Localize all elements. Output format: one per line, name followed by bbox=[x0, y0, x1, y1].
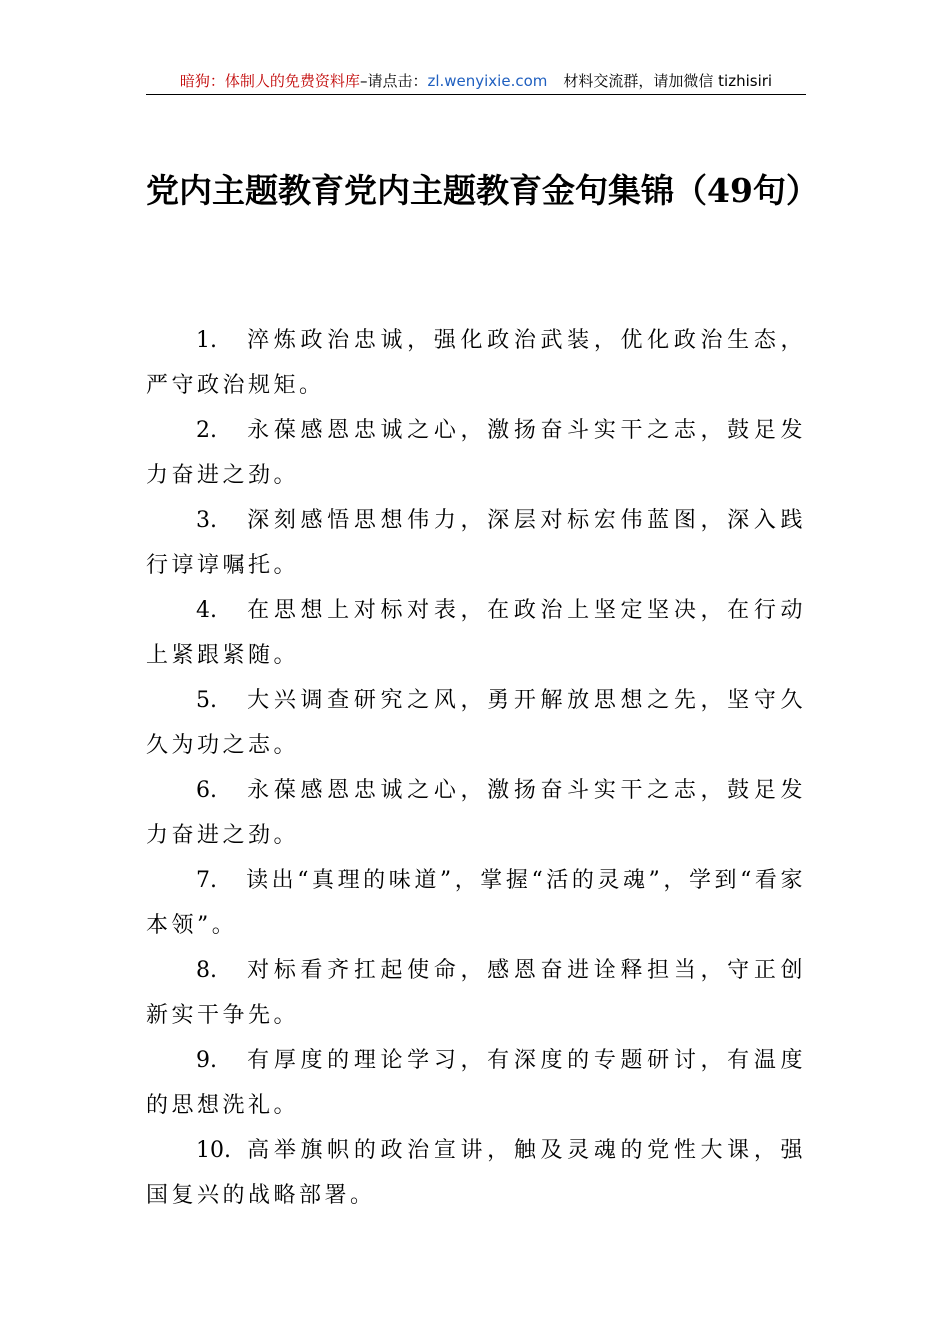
item-text: 深刻感悟思想伟力，深层对标宏伟蓝图，深入践行谆谆嘱托。 bbox=[146, 508, 806, 578]
list-item bbox=[146, 498, 806, 588]
list-item bbox=[146, 1038, 806, 1128]
list-item bbox=[146, 588, 806, 678]
item-number: 3. bbox=[196, 508, 217, 533]
list-item bbox=[146, 768, 806, 858]
header-note: 材料交流群，请加微信 tizhisiri bbox=[563, 72, 773, 90]
item-text: 有厚度的理论学习，有深度的专题研讨，有温度的思想洗礼。 bbox=[146, 1048, 806, 1118]
item-number: 10. bbox=[196, 1138, 231, 1163]
list-item bbox=[146, 1128, 806, 1218]
item-number: 4. bbox=[196, 598, 217, 623]
item-number: 7. bbox=[196, 868, 217, 893]
list-item bbox=[146, 678, 806, 768]
item-number: 8. bbox=[196, 958, 217, 983]
item-text: 淬炼政治忠诚，强化政治武装，优化政治生态，严守政治规矩。 bbox=[146, 328, 806, 398]
list-item bbox=[146, 318, 806, 408]
header-prompt: –请点击： bbox=[359, 72, 428, 90]
list-item bbox=[146, 948, 806, 1038]
item-number: 5. bbox=[196, 688, 217, 713]
item-number: 1. bbox=[196, 328, 217, 353]
item-number: 2. bbox=[196, 418, 217, 443]
item-number: 9. bbox=[196, 1048, 217, 1073]
list-item bbox=[146, 408, 806, 498]
item-text: 大兴调查研究之风，勇开解放思想之先，坚守久久为功之志。 bbox=[146, 688, 806, 758]
item-text: 在思想上对标对表，在政治上坚定坚决，在行动上紧跟紧随。 bbox=[146, 598, 806, 668]
header-link[interactable]: zl.wenyixie.com bbox=[427, 72, 548, 90]
item-text: 永葆感恩忠诚之心，激扬奋斗实干之志，鼓足发力奋进之劲。 bbox=[146, 418, 806, 488]
document-title: 党内主题教育党内主题教育金句集锦（49句） bbox=[146, 171, 819, 210]
item-text: 对标看齐扛起使命，感恩奋进诠释担当，守正创新实干争先。 bbox=[146, 958, 806, 1028]
page-header bbox=[146, 68, 806, 95]
item-text: 高举旗帜的政治宣讲，触及灵魂的党性大课，强国复兴的战略部署。 bbox=[146, 1138, 806, 1208]
list-item bbox=[146, 858, 806, 948]
quote-list bbox=[146, 318, 806, 1218]
item-text: 永葆感恩忠诚之心，激扬奋斗实干之志，鼓足发力奋进之劲。 bbox=[146, 778, 806, 848]
header-brand: 暗狗：体制人的免费资料库 bbox=[179, 72, 360, 90]
item-text: 读出“真理的味道”，掌握“活的灵魂”，学到“看家本领”。 bbox=[146, 868, 806, 938]
item-number: 6. bbox=[196, 778, 217, 803]
